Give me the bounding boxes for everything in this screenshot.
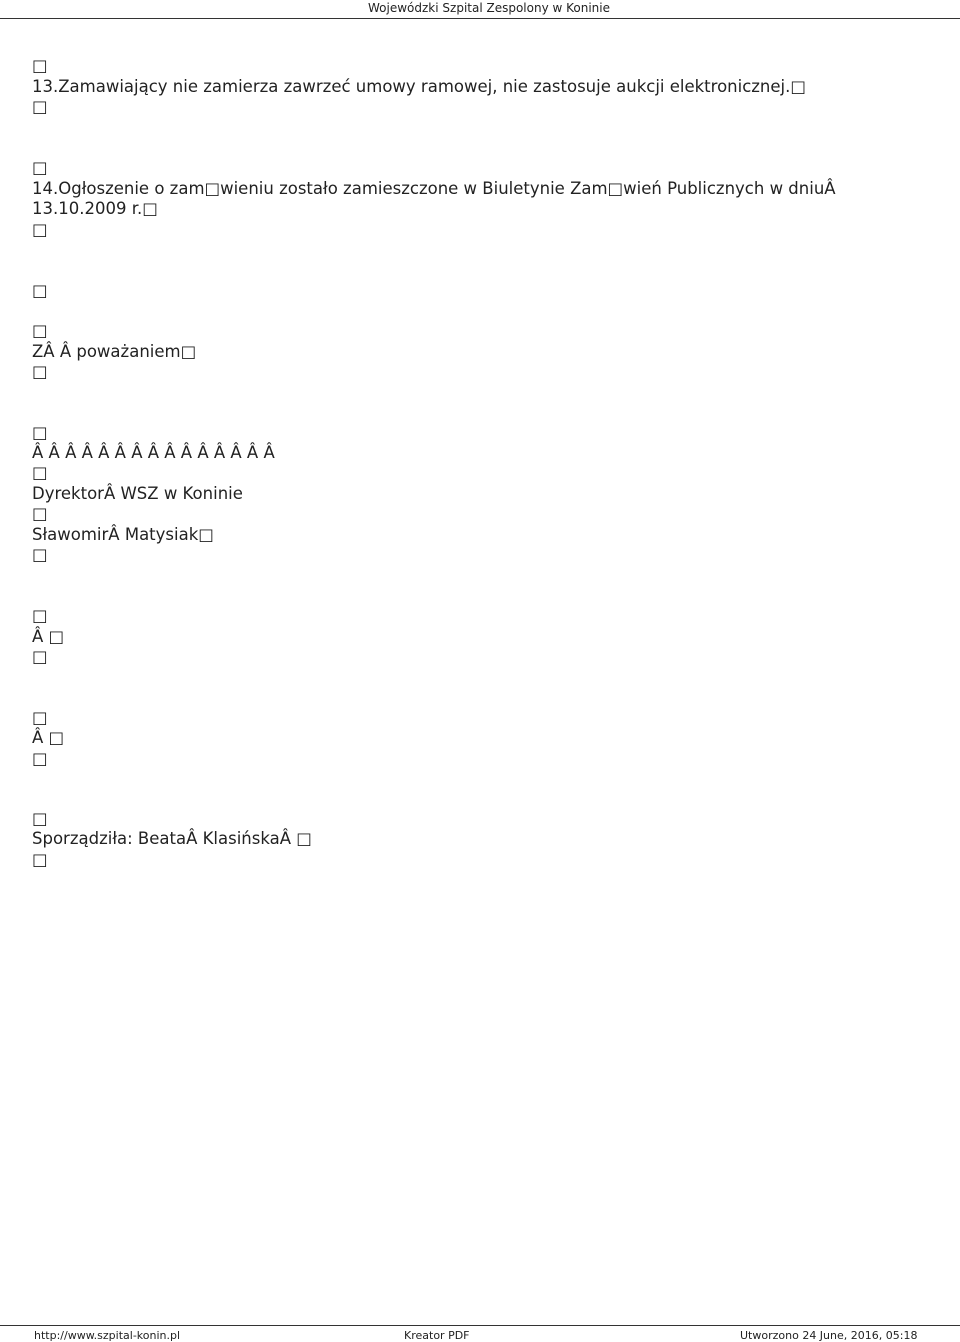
text-line: □ [32,545,48,564]
text-line: □ [32,606,48,625]
header-title: Wojewódzki Szpital Zespolony w Koninie [368,1,610,15]
page-footer [0,1325,960,1342]
text-line: □ [32,647,48,666]
text-line-prepared-by: Sporządziła: BeataÂ KlasińskaÂ □ [32,829,312,848]
text-line-section-13: 13.Zamawiający nie zamierza zawrzeć umowy ramowej, nie zastosuje aukcji elektronicznej.□ [32,77,806,96]
text-line-signatory-title: DyrektorÂ WSZ w Koninie [32,484,243,503]
text-line-greeting: ZÂ Â poważaniem□ [32,342,197,361]
page-header [0,0,960,19]
text-line: □ [32,749,48,768]
text-line: □ [32,220,48,239]
text-line: □ [32,850,48,869]
footer-url: http://www.szpital-konin.pl [34,1329,181,1342]
text-line: □ [32,504,48,523]
text-line: □ [32,809,48,828]
text-line-signatory-name: SławomirÂ Matysiak□ [32,525,214,544]
footer-creator: Kreator PDF [404,1329,470,1342]
text-line: □ [32,56,48,75]
text-line-section-14: 14.Ogłoszenie o zam□wieniu zostało zamieszczone w Biuletynie Zam□wień Publicznych w dniuÂ [32,179,836,198]
text-line-date: 13.10.2009 r.□ [32,199,158,218]
text-line-spacer: Â Â Â Â Â Â Â Â Â Â Â Â Â Â Â [32,443,275,462]
text-line: Â □ [32,728,65,747]
text-line: □ [32,281,48,300]
text-line: □ [32,158,48,177]
text-line: □ [32,97,48,116]
footer-created: Utworzono 24 June, 2016, 05:18 [740,1329,918,1342]
text-line: □ [32,423,48,442]
text-line: □ [32,463,48,482]
text-line: □ [32,362,48,381]
text-line: □ [32,708,48,727]
text-line: □ [32,321,48,340]
text-line: Â □ [32,627,65,646]
